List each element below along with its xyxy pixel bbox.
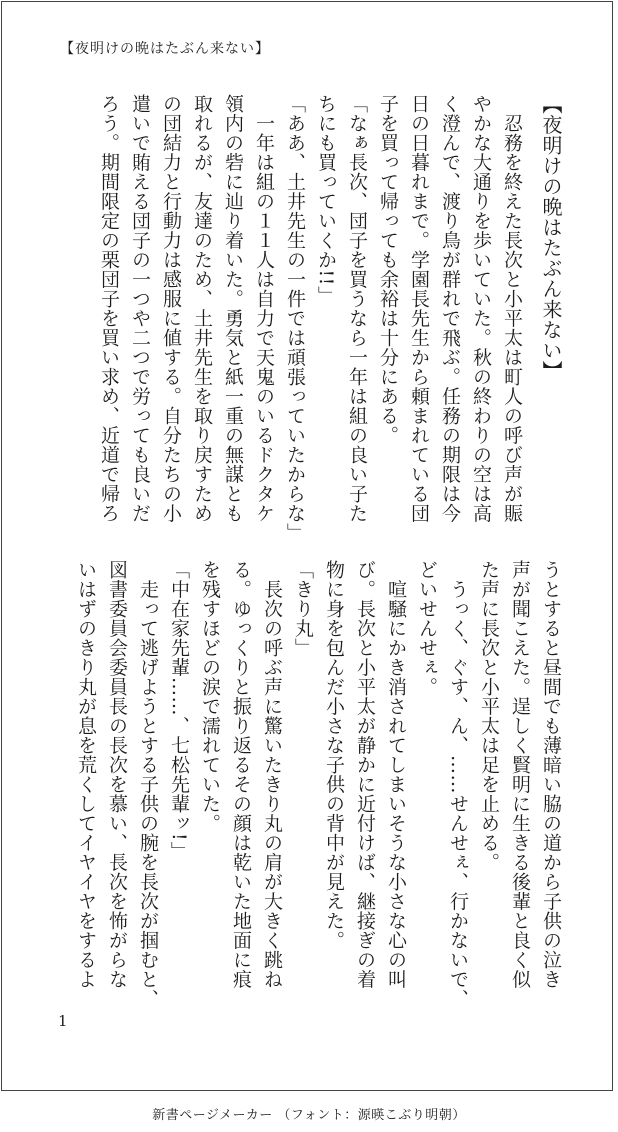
text-line: た声に長次と小平太は足を止める。 — [478, 560, 500, 872]
text-block-upper — [93, 94, 566, 543]
text-line: 物に身を包んだ小さな子供の背中が見えた。 — [323, 560, 345, 950]
running-header: 【夜明けの晩はたぶん来ない】 — [60, 41, 270, 57]
text-line: 走って逃げようとする子供の腕を長次が掴むと、 — [137, 560, 159, 1009]
text-line: 遣いで賄える団子の一つや二つで労っても良いだ — [129, 94, 151, 523]
page-number: 1 — [58, 1012, 68, 1030]
text-line: の団結力と行動力は感服に値する。自分たちの小 — [160, 94, 182, 523]
text-line: 日の日暮れまで。学園長先生から頼まれている団 — [408, 94, 430, 523]
text-line: やかな大通りを歩いていた。秋の終わりの空は高 — [470, 94, 492, 523]
text-line: うとすると昼間でも薄暗い脇の道から子供の泣き — [540, 560, 562, 989]
text-block-lower — [70, 560, 566, 1009]
text-line: 図書委員会委員長の長次を慕い、長次を怖がらな — [106, 560, 128, 989]
text-line: うっく、ぐす、ん、……せんせぇ、行かないで、 — [447, 560, 469, 1009]
text-line: 領内の砦に辿り着いた。勇気と紙一重の無謀とも — [222, 94, 244, 523]
book-page — [1, 1, 613, 1091]
story-title: 【夜明けの晩はたぶん来ない】 — [539, 94, 563, 381]
text-line: る。ゆっくりと振り返るその顔は乾いた地面に痕 — [230, 560, 252, 989]
text-line: び。長次と小平太が静かに近付けば、継接ぎの着 — [354, 560, 376, 989]
text-line: 喧騒にかき消されてしまいそうな小さな心の叫 — [385, 560, 407, 989]
text-line: 「なぁ長次、団子を買うなら一年は組の良い子た — [346, 94, 368, 523]
text-line: く澄んで、渡り鳥が群れで飛ぶ。任務の期限は今 — [439, 94, 461, 523]
text-line: 長次の呼ぶ声に驚いたきり丸の肩が大きく跳ね — [261, 560, 283, 989]
text-line: いはずのきり丸が息を荒くしてイヤイヤをするよ — [75, 560, 97, 989]
text-line: 「中在家先輩……、七松先輩ッ!」 — [168, 560, 190, 861]
text-line: どいせんせぇ。 — [416, 560, 438, 697]
text-line: ろう。期間限定の栗団子を買い求め、近道で帰ろ — [98, 94, 120, 523]
text-line: ちにも買っていくか!!」 — [315, 94, 337, 306]
text-line: 声が聞こえた。逞しく賢明に生きる後輩と良く似 — [509, 560, 531, 989]
text-line: 取れるが、友達のため、土井先生を取り戻すため — [191, 94, 213, 523]
footer-credit: 新書ページメーカー （フォント：源暎こぶり明朝） — [152, 1108, 466, 1123]
text-line: 「ああ、土井先生の一件では頑張っていたからな」 — [284, 94, 306, 543]
text-line: 忍務を終えた長次と小平太は町人の呼び声が賑 — [501, 94, 523, 523]
text-line: を残すほどの涙で濡れていた。 — [199, 560, 221, 833]
text-line: 「きり丸」 — [292, 560, 314, 658]
text-line: 子を買って帰っても余裕は十分にある。 — [377, 94, 399, 445]
text-line: 一年は組の１１人は自力で天鬼のいるドクタケ — [253, 94, 275, 523]
